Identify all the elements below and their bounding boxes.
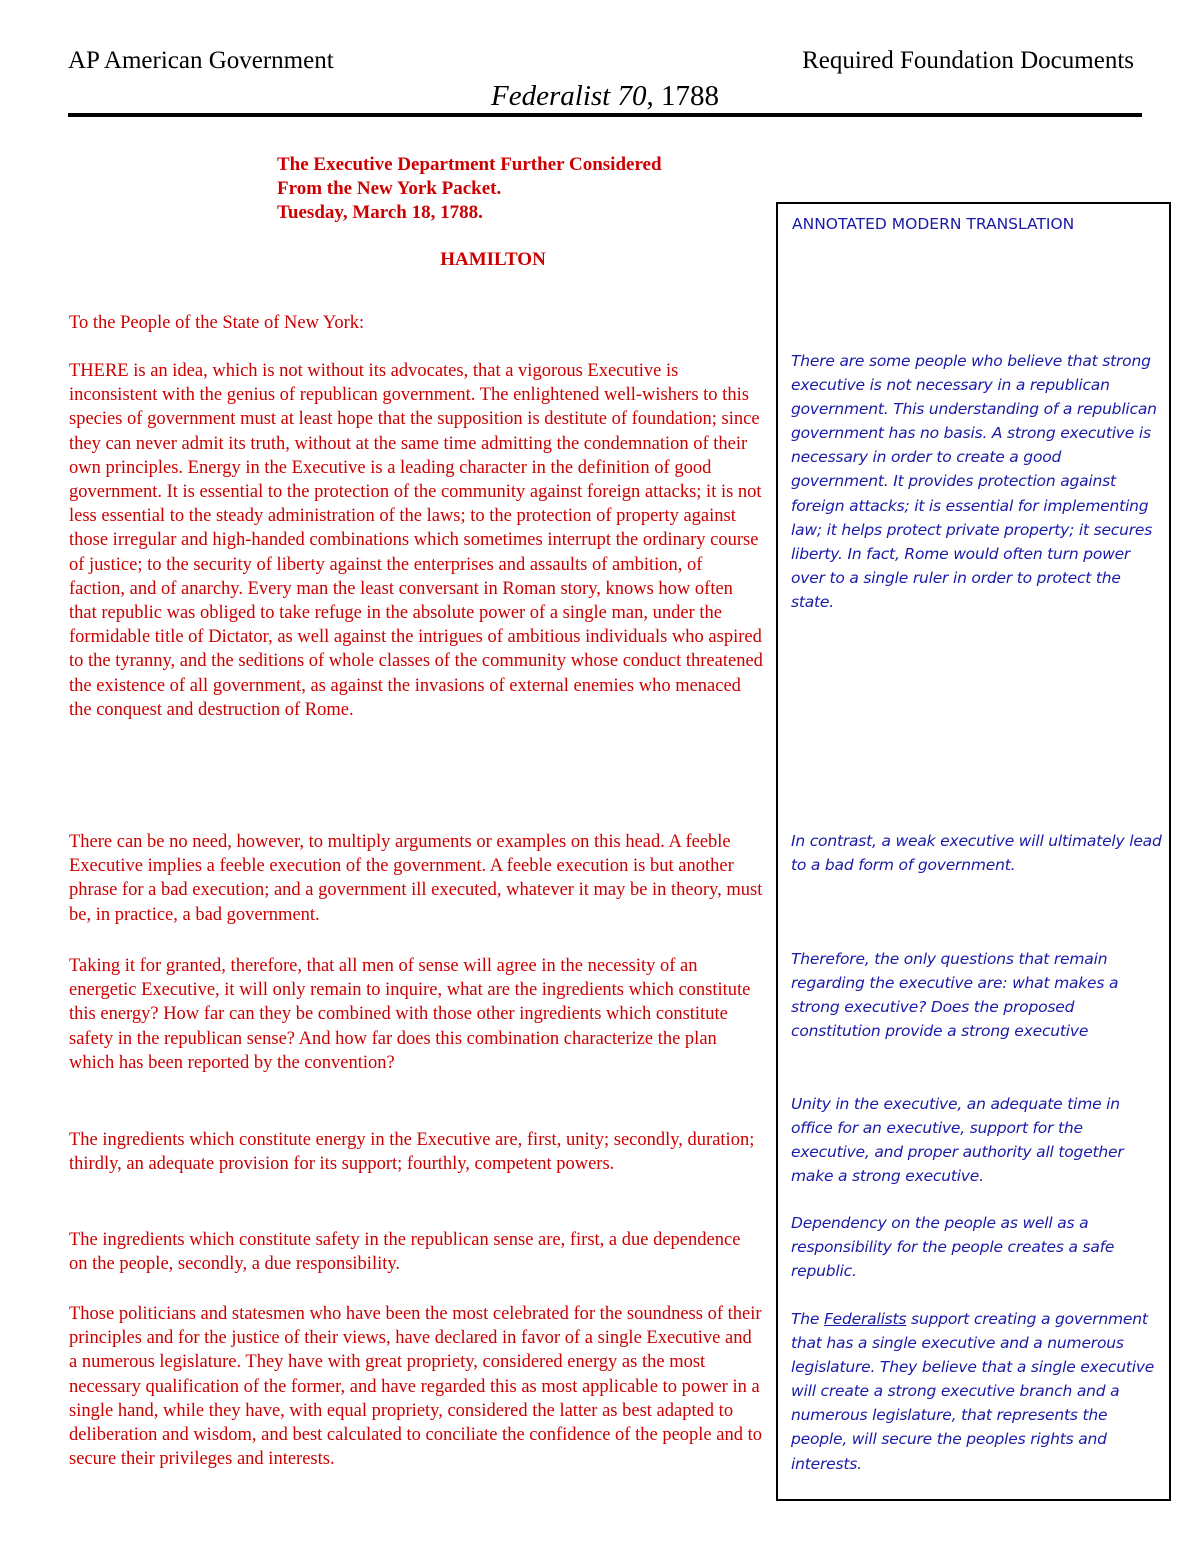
- author-name: HAMILTON: [440, 249, 546, 270]
- original-paragraph-3: Taking it for granted, therefore, that all men of sense will agree in the necessity of an energetic Executive, it will only remain to inquire, what are the ingredients which constitute this energy? How far can they be combined with those other ingredients which constitute safety in the republican sense? And how far does this combination characterize the plan which has been reported by the convention?: [69, 956, 751, 1073]
- original-paragraph-4: The ingredients which constitute energy in the Executive are, first, unity; secondly, duration; thirdly, an adequate provision for its support; fourthly, competent powers.: [69, 1130, 755, 1175]
- document-year: , 1788: [646, 80, 719, 112]
- translation-note-6: The Federalists support creating a government that has a single executive and a numerous legislature. They believe that a single executive will create a strong executive branch and a numerous legislature, that represents the people, will secure the peoples rights and interests.: [791, 1310, 1155, 1473]
- original-paragraph-1: THERE is an idea, which is not without its advocates, that a vigorous Executive is inconsistent with the genius of republican government. The enlightened well-wishers to this species of government must at least hope that the supposition is destitute of foundation; since they can never admit its truth, without at the same time admitting the condemnation of their own principles. Energy in the Executive is a leading character in the definition of good government. It is essential to the protection of the community against foreign attacks; it is not less essential to the steady administration of the laws; to the protection of property against those irregular and high-handed combinations which sometimes interrupt the ordinary course of justice; to the security of liberty against the enterprises and assaults of ambition, of faction, and of anarchy. Every man the least conversant in Roman story, knows how often that republic was obliged to take refuge in the absolute power of a single man, under the formidable title of Dictator, as well against the intrigues of ambitious individuals who aspired to the tyranny, and the seditions of whole classes of the community whose conduct threatened the existence of all government, as against the invasions of external enemies who menaced the conquest and destruction of Rome.: [69, 361, 763, 720]
- document-name: Federalist 70: [491, 80, 647, 112]
- salutation: To the People of the State of New York:: [69, 313, 365, 333]
- translation-note-4: Unity in the executive, an adequate time in office for an executive, support for the executive, and proper authority all together make a strong executive.: [791, 1095, 1124, 1186]
- translation-note-5: Dependency on the people as well as a responsibility for the people creates a safe republic.: [791, 1214, 1115, 1281]
- header-rule: [68, 113, 1142, 117]
- translation-note-3: Therefore, the only questions that remain regarding the executive are: what makes a strong executive? Does the proposed constitution provide a strong executive: [791, 950, 1119, 1041]
- original-paragraph-5: The ingredients which constitute safety in the republican sense are, first, a due dependence on the people, secondly, a due responsibility.: [69, 1230, 741, 1275]
- letterhead-source: From the New York Packet.: [277, 178, 502, 199]
- original-paragraph-6: Those politicians and statesmen who have been the most celebrated for the soundness of their principles and for the justice of their views, have declared in favor of a single Executive and a numerous legislature. They have with great propriety, considered energy as the most necessary qualification of the former, and have regarded this as most applicable to power in a single hand, while they have, with equal propriety, considered the latter as best adapted to deliberation and wisdom, and best calculated to conciliate the confidence of the people and to secure their privileges and interests.: [69, 1304, 762, 1470]
- translation-heading: ANNOTATED MODERN TRANSLATION: [792, 215, 1075, 233]
- letterhead-date: Tuesday, March 18, 1788.: [277, 202, 483, 223]
- section-name: Required Foundation Documents: [802, 47, 1134, 74]
- translation-note-1: There are some people who believe that strong executive is not necessary in a republican government. This understanding of a republican government has no basis. A strong executive is necessary in order to create a good government. It provides protection against foreign attacks; it is essential for implementing law; it helps protect private property; it secures liberty. In fact, Rome would often turn power over to a single ruler in order to protect the state.: [791, 352, 1157, 611]
- translation-note-2: In contrast, a weak executive will ultimately lead to a bad form of government.: [791, 832, 1162, 875]
- original-paragraph-2: There can be no need, however, to multiply arguments or examples on this head. A feeble Executive implies a feeble execution of the government. A feeble execution is but another phrase for a bad execution; and a government ill executed, whatever it may be in theory, must be, in practice, a bad government.: [69, 832, 763, 925]
- federalists-link[interactable]: Federalists: [823, 1310, 907, 1328]
- letterhead-title: The Executive Department Further Considered: [277, 154, 662, 175]
- letterhead: [277, 153, 662, 225]
- page-title: [0, 78, 1200, 114]
- course-name: AP American Government: [68, 47, 334, 74]
